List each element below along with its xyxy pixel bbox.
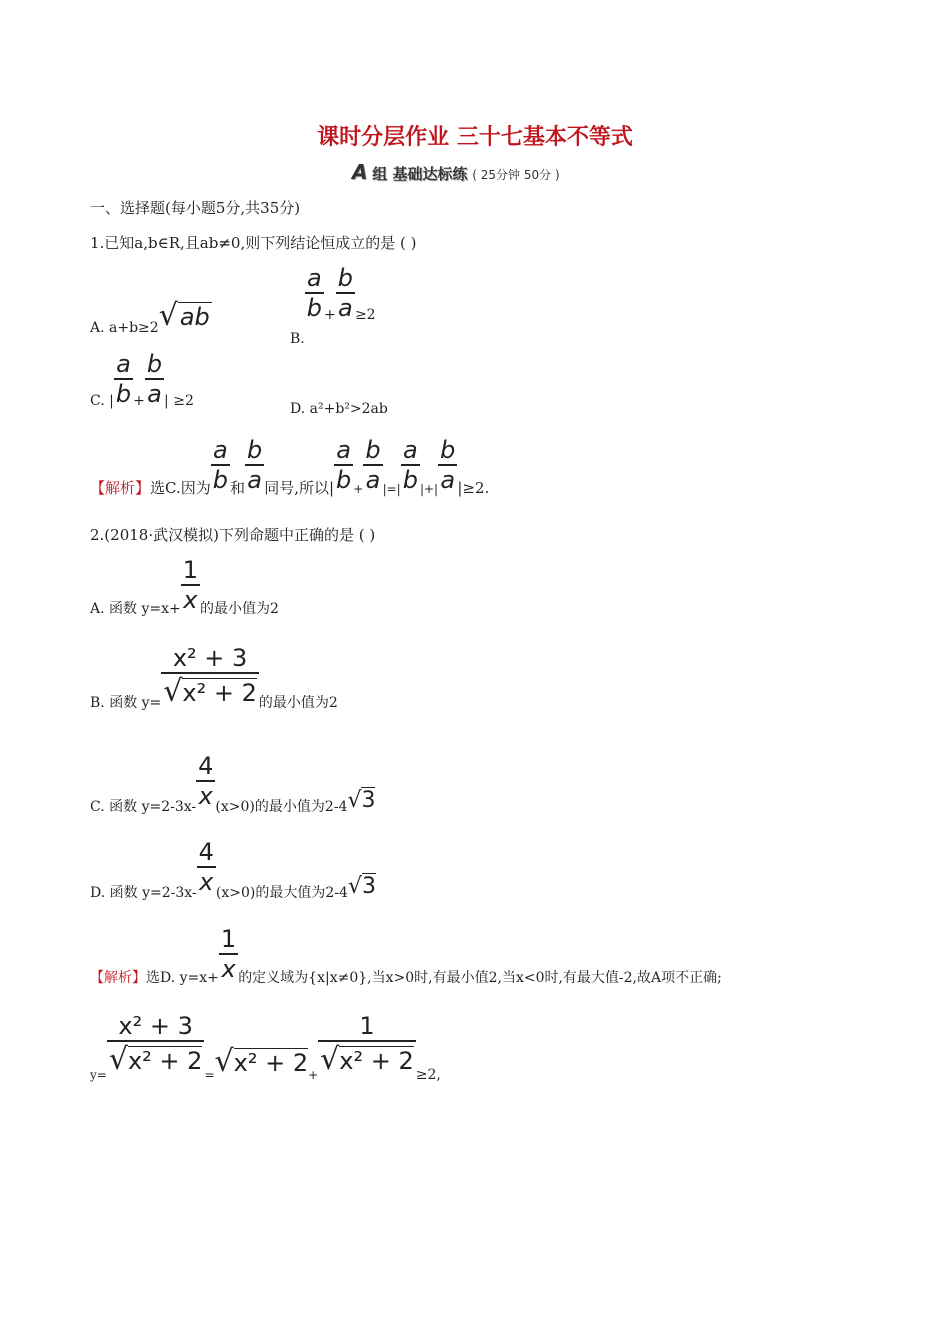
q1-option-c: C. | $\frac{a}{b}$ + $\frac{b}{a}$ | ≥2: [90, 350, 194, 409]
q1-answer-tag: 【解析】: [90, 479, 151, 497]
q1-a-sqrt: √ab: [158, 298, 210, 333]
group-time: ( 25分钟 50分 ): [472, 168, 560, 182]
q1-b-frac2: $\frac{b}{a}$: [337, 264, 353, 322]
q2-stem: 2.(2018·武汉模拟)下列命题中正确的是 ( ): [90, 526, 376, 544]
q2-option-b: B. 函数 y= $\frac{\text{x² + 3}}{\text{√x² + 2}}$ 的最小值为2: [90, 644, 338, 711]
q2-option-a: A. 函数 y=x+ $\frac{1}{x}$ 的最小值为2: [90, 556, 279, 617]
q1-answer: 【解析】选C.因为 $\frac{a}{b}$ 和 $\frac{b}{a}$ 同号,所以| $\frac{a}{b}$ $_+$ $\frac{b}{a}$ $_{|=|}$ $\frac{a}{b}$ $_{|+|}$ $\frac{b}{a}$ |≥2.: [90, 436, 490, 497]
q1-b-label: B.: [290, 331, 305, 347]
q1-a-label: A. a+b≥2: [90, 319, 159, 336]
q2-answer-formula: y= $\frac{\text{x² + 3}}{\text{√x² + 2}}$ =√x² + 2+ $\frac{1}{\text{√x² + 2}}$ ≥2,: [90, 1012, 441, 1083]
group-letter: A: [352, 160, 368, 184]
q1-option-a: [90, 298, 212, 336]
q1-c-label: C. |: [90, 393, 114, 409]
group-name: 组 基础达标练: [372, 165, 468, 183]
q2-option-c: C. 函数 y=2-3x- $\frac{4}{x}$ (x>0)的最小值为2-4√3: [90, 752, 376, 815]
q1-stem: 1.已知a,b∈R,且ab≠0,则下列结论恒成立的是 ( ): [90, 234, 417, 252]
q1-option-d: D. a²+b²>2ab: [290, 401, 388, 417]
q2-option-d: D. 函数 y=2-3x- $\frac{4}{x}$ (x>0)的最大值为2-4√3: [90, 838, 376, 901]
q1-a-radicand: ab: [179, 303, 210, 331]
q1-c-tail: | ≥2: [164, 393, 194, 409]
q1-c-frac2: $\frac{b}{a}$: [146, 350, 163, 408]
q1-option-b: B. $\frac{a}{b}$ + $\frac{b}{a}$ ≥2: [290, 264, 376, 347]
page-title: 课时分层作业 三十七基本不等式: [317, 125, 633, 150]
q2-answer: 【解析】选D. y=x+ $\frac{1}{x}$ 的定义域为{x|x≠0},当x>0时,有最小值2,当x<0时,有最大值-2,故A项不正确;: [90, 925, 722, 986]
q1-c-frac1: $\frac{a}{b}$: [115, 350, 132, 408]
q1-b-tail: ≥2: [354, 307, 376, 323]
section-heading: 一、选择题(每小题5分,共35分): [90, 199, 301, 217]
group-header: [352, 160, 560, 184]
q1-b-frac1: $\frac{a}{b}$: [306, 264, 322, 322]
